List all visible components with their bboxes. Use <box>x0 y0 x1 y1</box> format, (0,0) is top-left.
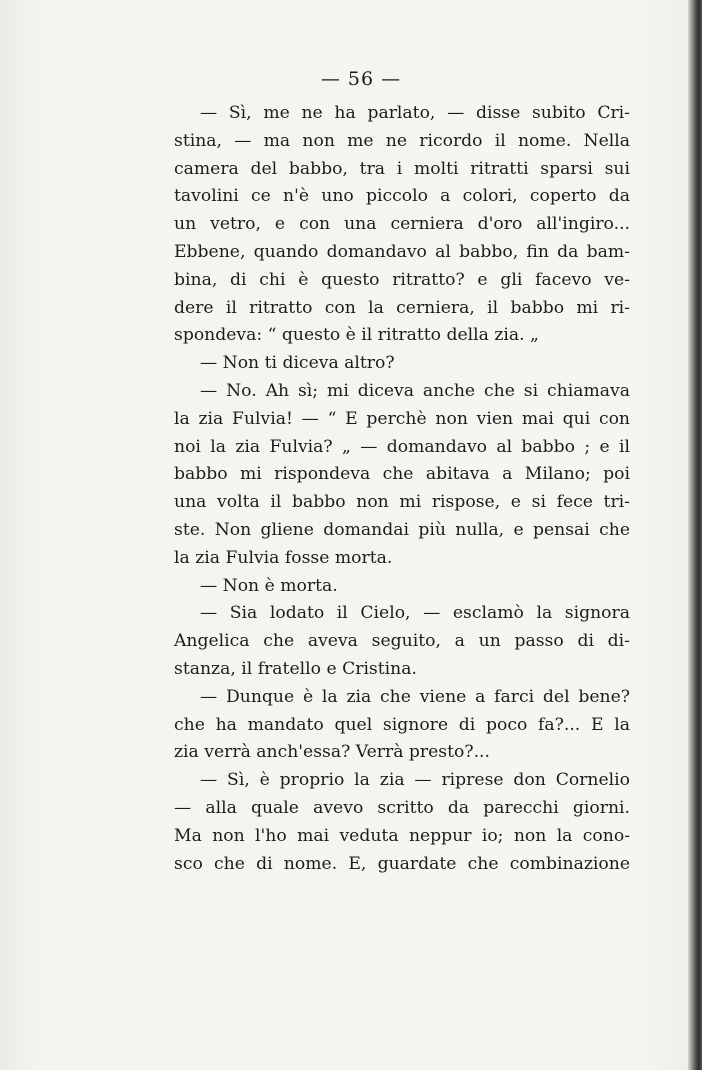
text-line: — Non ti diceva altro? <box>200 353 395 374</box>
text-line: — Non è morta. <box>200 575 338 596</box>
text-line: stanza, il fratello e Cristina. <box>174 658 417 679</box>
text-line: zia verrà anch'essa? Verrà presto?... <box>174 742 490 763</box>
text-line: la zia Fulvia fosse morta. <box>174 547 393 568</box>
text-line: — Sì, è proprio la zia — riprese don Cornelio <box>200 770 630 791</box>
text-line: — Sia lodato il Cielo, — esclamò la signora <box>200 603 630 624</box>
text-line: — No. Ah sì; mi diceva anche che si chiamava <box>200 380 630 401</box>
text-line: noi la zia Fulvia? „ — domandavo al babbo ; e il <box>174 436 630 457</box>
text-line: stina, — ma non me ne ricordo il nome. Nella <box>174 130 630 151</box>
text-line: babbo mi rispondeva che abitava a Milano; poi <box>174 464 630 485</box>
text-line: una volta il babbo non mi rispose, e si fece tri- <box>174 492 630 513</box>
text-line: Angelica che aveva seguito, a un passo di di- <box>174 631 630 652</box>
text-line: bina, di chi è questo ritratto? e gli facevo ve- <box>174 269 630 290</box>
text-line: Ebbene, quando domandavo al babbo, fin da bam- <box>174 241 630 262</box>
text-line: sco che di nome. E, guardate che combinazione <box>174 853 630 874</box>
text-line: Ma non l'ho mai veduta neppur io; non la cono- <box>174 825 630 846</box>
text-line: che ha mandato quel signore di poco fa?... E la <box>174 714 630 735</box>
body-text <box>174 100 630 878</box>
text-line: — Dunque è la zia che viene a farci del bene? <box>200 686 630 707</box>
text-line: dere il ritratto con la cerniera, il babbo mi ri- <box>174 297 630 318</box>
text-line: tavolini ce n'è uno piccolo a colori, coperto da <box>174 186 630 207</box>
text-line: ste. Non gliene domandai più nulla, e pensai che <box>174 519 630 540</box>
text-line: spondeva: “ questo è il ritratto della zia. „ <box>174 325 539 346</box>
text-line: un vetro, e con una cerniera d'oro all'ingiro... <box>174 214 630 235</box>
text-line: — alla quale avevo scritto da parecchi giorni. <box>174 797 630 818</box>
page-number: — 56 — <box>320 68 402 90</box>
text-line: camera del babbo, tra i molti ritratti sparsi sui <box>174 158 630 179</box>
text-line: la zia Fulvia! — “ E perchè non vien mai qui con <box>174 408 630 429</box>
page-binding-edge <box>688 0 702 1070</box>
text-line: — Sì, me ne ha parlato, — disse subito Cri- <box>200 103 630 123</box>
